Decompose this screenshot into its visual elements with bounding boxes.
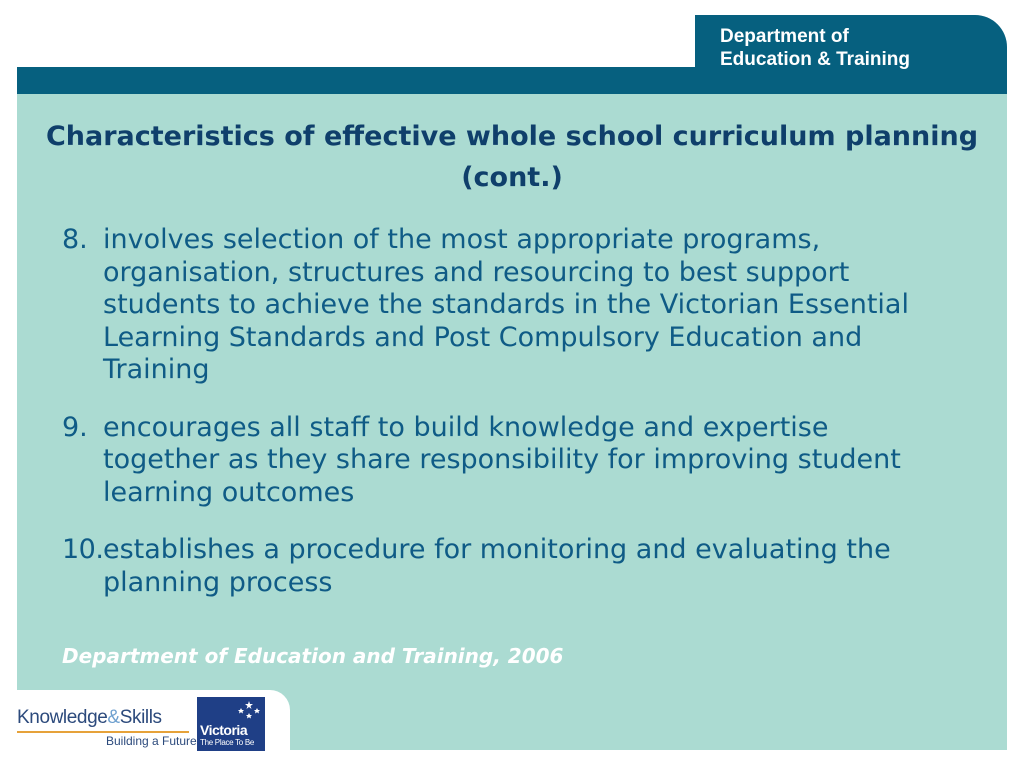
list-item-text: establishes a procedure for monitoring and evaluating the planning process [103,534,891,598]
list-item-number: 10. [62,534,104,565]
list-item [62,224,952,387]
knowledge-skills-logo [17,707,197,751]
victoria-logo [197,697,265,751]
ampersand: & [107,707,120,728]
list-item-text: encourages all staff to build knowledge and expertise together as they share responsibility for improving student learning outcomes [103,411,901,508]
victoria-wordmark: Victoria [200,722,248,738]
citation: Department of Education and Training, 2006 [62,644,564,668]
list-item-number: 8. [62,224,88,255]
knowledge-skills-tagline: Building a Future [106,734,197,748]
knowledge-skills-wordmark [17,707,162,729]
list-item [62,534,952,599]
list-item-text: involves selection of the most appropriate programs, organisation, structures and resourcing to best support students to achieve the standards in the Victorian Essential Learning Standards and Post Compulsory Education and Training [103,224,909,385]
southern-cross-icon [237,700,261,722]
department-line-2: Education & Training [720,49,911,70]
slide-title: Characteristics of effective whole school curriculum planning (cont.) [45,121,979,193]
list-item-number: 9. [62,411,88,443]
department-line-1: Department of [720,26,849,47]
knowledge-word: Knowledge [17,707,108,728]
victoria-tagline: The Place To Be [200,738,255,747]
list-item [62,412,952,510]
department-logo-text [720,25,910,71]
skills-word: Skills [119,707,162,728]
characteristics-list [62,224,952,624]
